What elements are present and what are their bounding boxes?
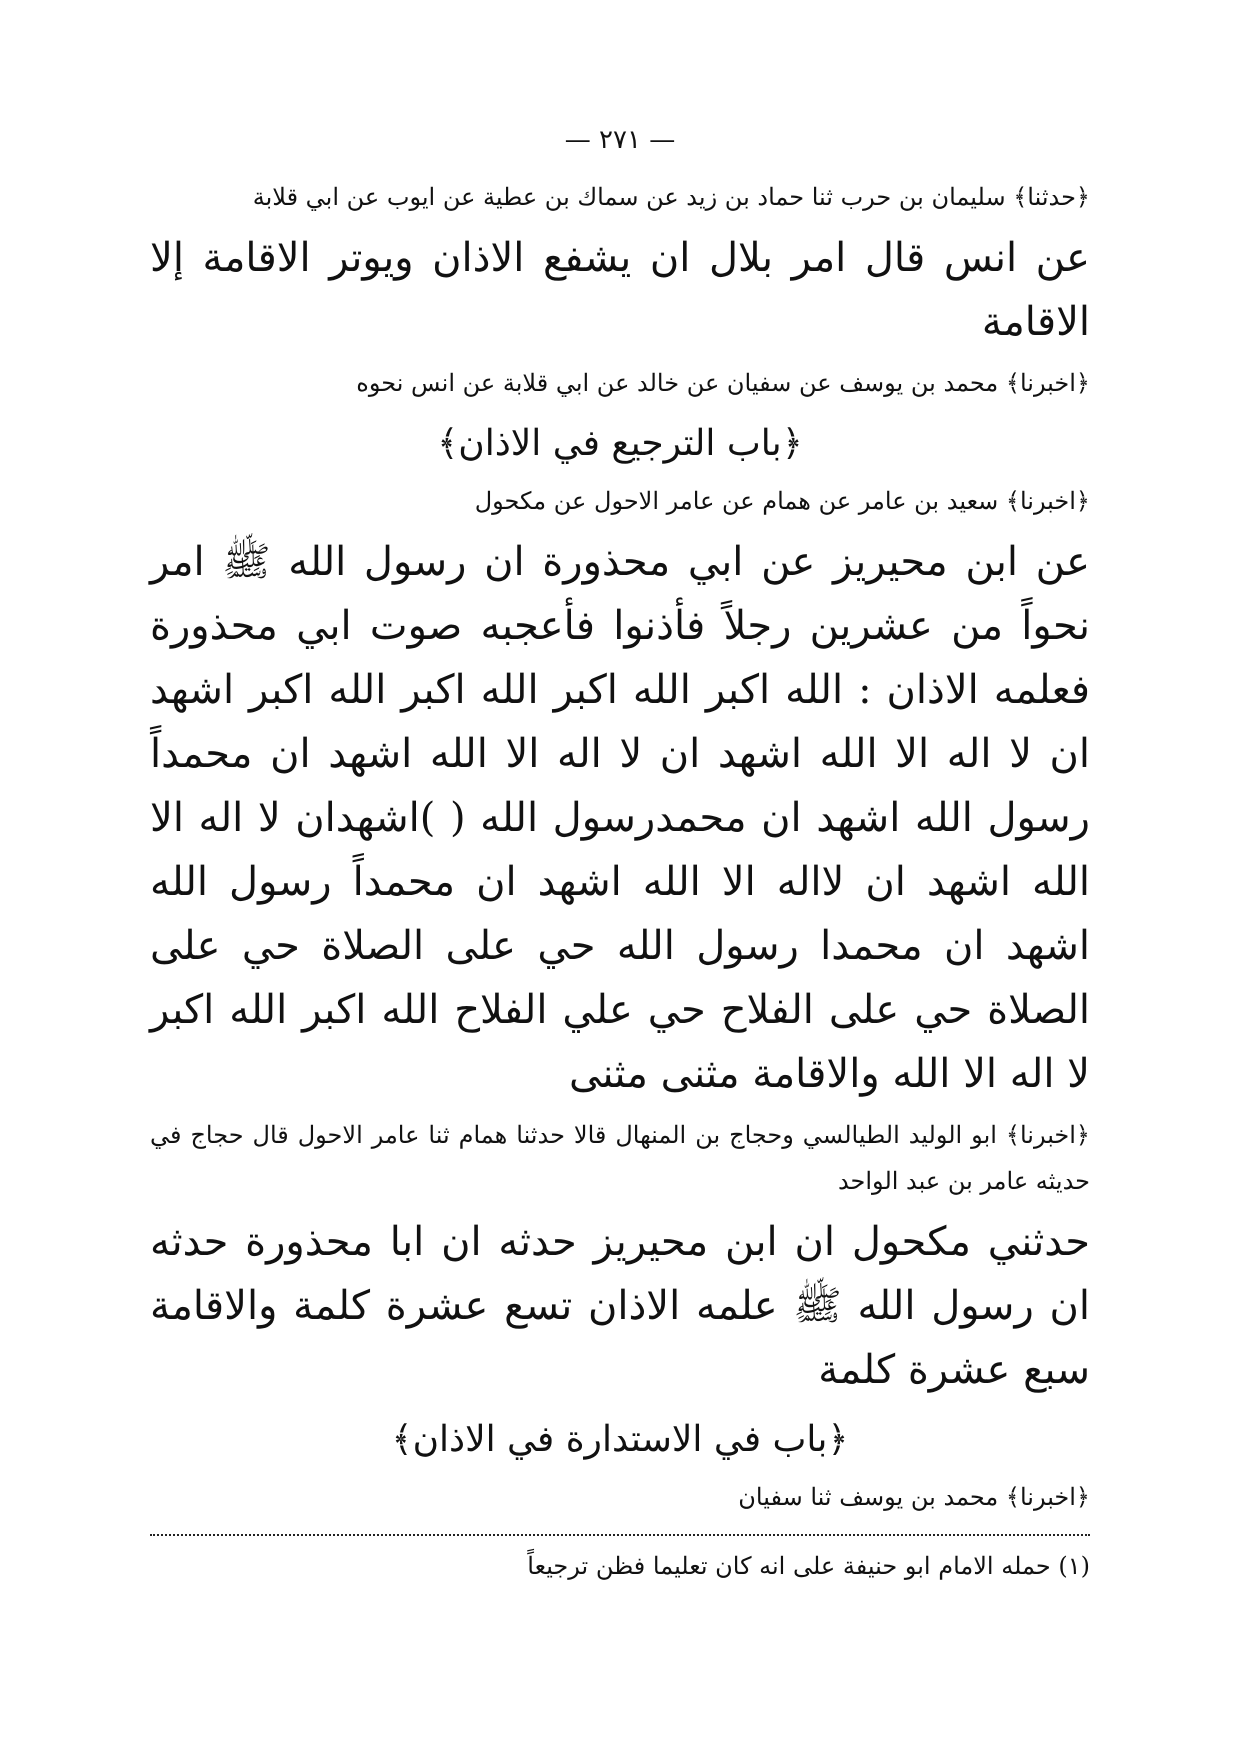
page-number: — ٢٧١ —: [564, 125, 676, 155]
section-heading-istidara: ﴿باب في الاستدارة في الاذان﴾: [391, 1419, 849, 1460]
isnad-abu-al-walid: ﴿اخبرنا﴾ ابو الوليد الطيالسي وحجاج بن المنهال قالا حدثنا همام ثنا عامر الاحول قال حجاج في حديثه عامر بن عبد الواحد: [150, 1121, 1090, 1195]
hadith-abi-mahdhura: عن ابن محيريز عن ابي محذورة ان رسول الله ﷺ امر نحواً من عشرين رجلاً فأذنوا فأعجبه صوت ابي محذورة فعلمه الاذان : الله اكبر الله اكبر الله اكبر الله اكبر اشهد ان لا اله الا الله اشهد ان لا اله الا الله اشهد ان محمداً رسول الله اشهد ان محمدرسول الله ( )اشهدان لا اله الا الله اشهد ان لااله الا الله اشهد ان محمداً رسول الله اشهد ان محمدا رسول الله حي على الصلاة حي على الصلاة حي على الفلاح حي علي الفلاح الله اكبر الله اكبر لا اله الا الله والاقامة مثنى مثنى: [150, 539, 1090, 1097]
section-heading-tarji: ﴿باب الترجيع في الاذان﴾: [437, 423, 803, 464]
isnad-muhammad-yusuf: ﴿اخبرنا﴾ محمد بن يوسف عن سفيان عن خالد عن ابي قلابة عن انس نحوه: [356, 369, 1090, 397]
isnad-final: ﴿اخبرنا﴾ محمد بن يوسف ثنا سفيان: [738, 1483, 1090, 1511]
isnad-sulayman: ﴿حدثنا﴾ سليمان بن حرب ثنا حماد بن زيد عن سماك بن عطية عن ايوب عن ابي قلابة: [252, 183, 1090, 211]
footnote-divider: [150, 1534, 1090, 1536]
isnad-said: ﴿اخبرنا﴾ سعيد بن عامر عن همام عن عامر الاحول عن مكحول: [474, 487, 1090, 515]
hadith-makhul: حدثني مكحول ان ابن محيريز حدثه ان ابا محذورة حدثه ان رسول الله ﷺ علمه الاذان تسع عشرة كلمة والاقامة سبع عشرة كلمة: [150, 1219, 1091, 1393]
document-page: [150, 120, 1090, 1720]
footnote: (١) حمله الامام ابو حنيفة على انه كان تعليما فظن ترجيعاً: [527, 1552, 1090, 1580]
hadith-anas: عن انس قال امر بلال ان يشفع الاذان ويوتر الاقامة إلا الاقامة: [150, 235, 1090, 345]
